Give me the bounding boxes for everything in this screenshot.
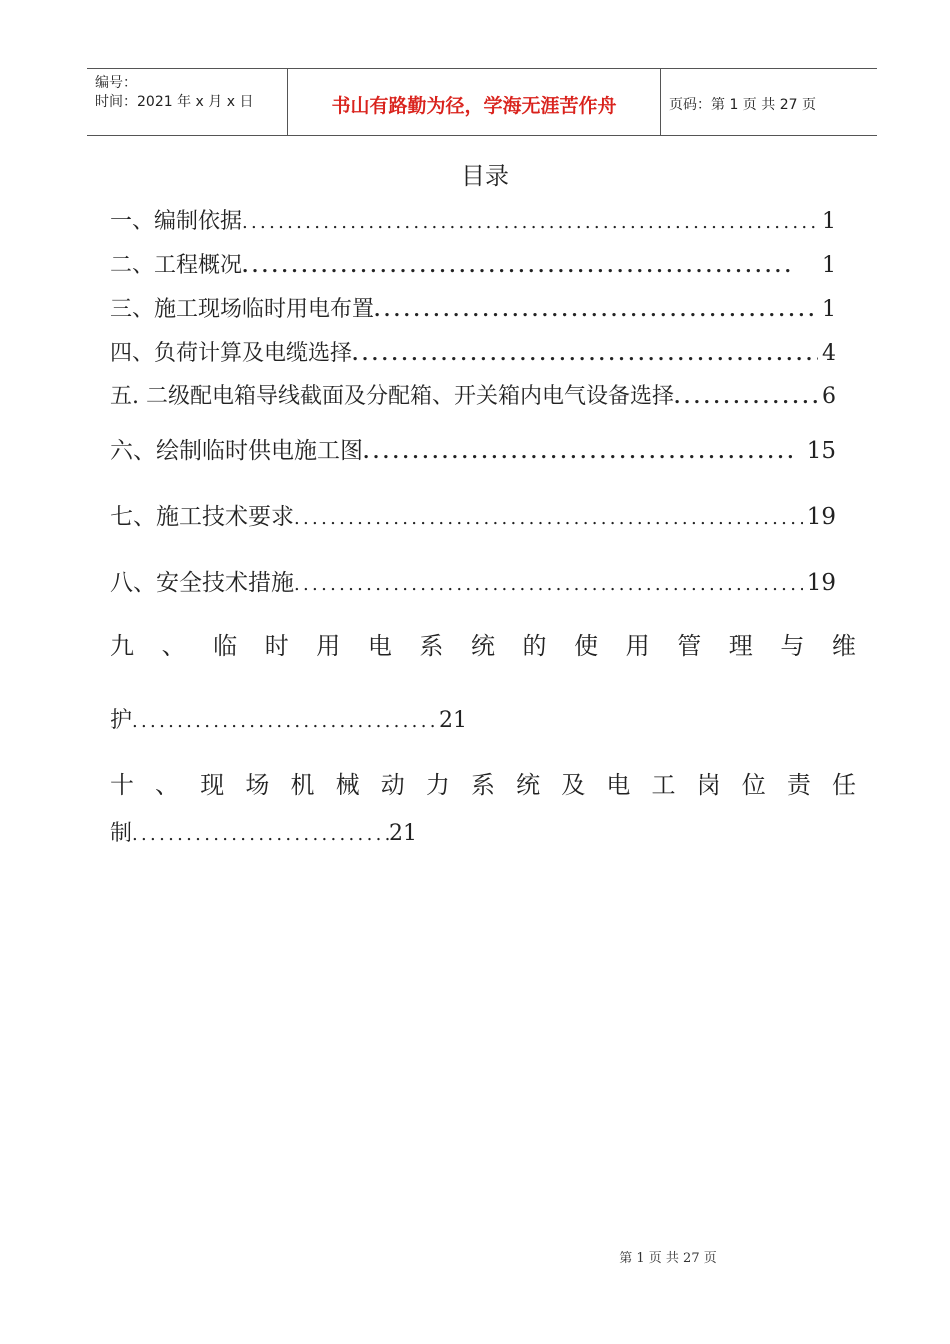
toc-leader xyxy=(132,711,439,732)
toc-char: 的 xyxy=(522,632,547,660)
toc-char: 用 xyxy=(316,632,341,660)
header-meta xyxy=(87,69,288,135)
toc-char: 十 xyxy=(110,771,134,799)
toc-char: 任 xyxy=(832,771,856,799)
toc-char: 统 xyxy=(516,771,541,799)
toc-entry-label: 一、编制依据 xyxy=(110,209,243,234)
page-header xyxy=(87,68,877,136)
toc-char: 动 xyxy=(380,771,405,799)
toc-char: 使 xyxy=(574,632,599,660)
toc-char: 系 xyxy=(471,771,495,799)
toc-entry-page: 21 xyxy=(389,821,418,846)
toc-char: 、 xyxy=(161,632,186,660)
toc-entry xyxy=(110,336,836,367)
toc-char: 电 xyxy=(367,632,392,660)
toc-entry-label: 八、安全技术措施 xyxy=(110,570,294,596)
toc-char: 责 xyxy=(786,771,811,799)
header-number-label: 编号： xyxy=(95,75,137,91)
toc-entry-page: 6 xyxy=(822,384,836,409)
toc-leader xyxy=(674,387,818,408)
toc-entry-page: 19 xyxy=(806,570,836,596)
toc-leader xyxy=(242,256,790,277)
toc-char: 统 xyxy=(470,632,495,660)
toc-entry-page: 4 xyxy=(822,341,836,366)
toc-entry-label: 四、负荷计算及电缆选择 xyxy=(110,341,353,366)
toc-leader xyxy=(363,442,795,463)
toc-entry xyxy=(110,292,836,323)
toc-entry xyxy=(110,564,836,597)
toc-entry xyxy=(110,204,836,235)
toc-char: 岗 xyxy=(696,771,721,799)
toc-entry-page: 21 xyxy=(439,708,468,733)
toc-char: 管 xyxy=(677,632,702,660)
toc-char: 工 xyxy=(651,771,676,799)
toc-leader xyxy=(294,574,803,595)
toc-leader xyxy=(352,344,818,365)
toc-entry-page: 15 xyxy=(806,438,836,464)
toc-leader xyxy=(242,212,818,233)
toc-entry-label: 五. 二级配电箱导线截面及分配箱、开关箱内电气设备选择 xyxy=(110,384,674,409)
toc-title: 目录 xyxy=(461,162,509,190)
toc-entry-label: 六、绘制临时供电施工图 xyxy=(110,438,363,464)
header-motto: 书山有路勤为径，学海无涯苦作舟 xyxy=(288,69,661,135)
toc-entry-label: 三、施工现场临时用电布置 xyxy=(110,297,375,322)
toc-entry-10-continuation xyxy=(110,816,417,847)
toc-entry xyxy=(110,498,836,531)
toc-entry-page: 19 xyxy=(806,504,836,530)
toc-char: 、 xyxy=(155,771,180,799)
toc-char: 电 xyxy=(606,771,631,799)
toc-char: 与 xyxy=(780,632,805,660)
toc-entry-9-continuation xyxy=(110,703,467,734)
toc-char: 系 xyxy=(419,632,444,660)
toc-char: 现 xyxy=(200,771,225,799)
toc-leader xyxy=(294,508,803,529)
toc-entry-label: 七、施工技术要求 xyxy=(110,504,294,530)
toc-entry-page: 1 xyxy=(822,253,836,278)
toc-char: 机 xyxy=(290,771,315,799)
toc-char: 维 xyxy=(831,632,856,660)
toc-entry-page: 1 xyxy=(822,209,836,234)
toc-char: 场 xyxy=(245,771,270,799)
toc-char: 时 xyxy=(264,632,289,660)
toc-entry-9-heading xyxy=(110,626,856,661)
toc-leader xyxy=(374,300,818,321)
toc-entry-page: 1 xyxy=(822,297,836,322)
toc-entry xyxy=(110,248,836,279)
toc-leader xyxy=(132,824,389,845)
toc-char: 九 xyxy=(110,632,134,660)
toc-char: 械 xyxy=(335,771,360,799)
header-page-info: 页码：第 1 页 共 27 页 xyxy=(669,97,816,113)
toc-char: 及 xyxy=(561,771,586,799)
header-time-label: 时间：2021 年 x 月 x 日 xyxy=(95,94,254,110)
page-footer: 第 1 页 共 27 页 xyxy=(619,1251,717,1266)
toc-char: 临 xyxy=(213,632,238,660)
toc-char: 力 xyxy=(425,771,450,799)
toc-entry-label: 护 xyxy=(110,708,133,733)
toc-char: 用 xyxy=(625,632,650,660)
toc-entry-label: 二、工程概况 xyxy=(110,253,243,278)
toc-entry xyxy=(110,432,836,465)
toc-entry xyxy=(110,379,836,410)
toc-entry-label: 制 xyxy=(110,821,133,846)
toc-char: 位 xyxy=(741,771,766,799)
toc-char: 理 xyxy=(728,632,753,660)
toc-entry-10-heading xyxy=(110,765,856,800)
